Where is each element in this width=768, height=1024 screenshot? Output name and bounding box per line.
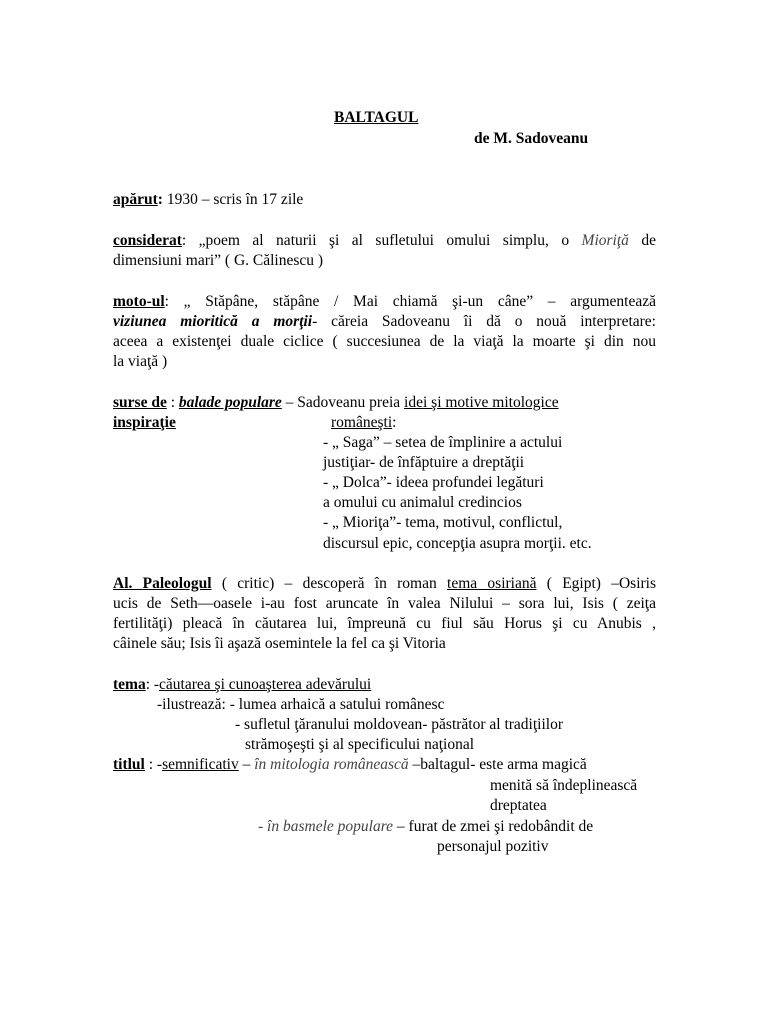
considerat-label: considerat [113, 232, 182, 249]
basme-italic: - în basmele populare [258, 818, 394, 835]
tema-osiriana: tema osiriană [447, 575, 537, 592]
ilustreaza-line: -ilustrează: - lumea arhaică a satului românesc [157, 696, 445, 713]
paleologu-label: Al. Paleologul [113, 575, 212, 592]
tema-text: căutarea şi cunoaşterea adevărului [159, 676, 372, 693]
surse-item: - „ Dolca”- ideea profundei legături [323, 474, 544, 491]
moto-emphasis: viziunea mioritică a morţii [113, 313, 313, 330]
miorita-italic: Mioriţă [581, 232, 629, 249]
aparut-text: 1930 – scris în 17 zile [162, 191, 304, 208]
inspiratie-label: inspiraţie [113, 414, 176, 431]
document-title: BALTAGUL [334, 109, 419, 126]
tema-label: tema [113, 676, 146, 693]
mitologie-italic: în mitologia românească [254, 756, 409, 773]
tema-line: tema: -căutarea şi cunoaşterea adevărului [113, 676, 372, 693]
titlul-line: titlul : -semnificativ – în mitologia românească –baltagul- este arma magică [113, 756, 587, 773]
surse-line1: surse de : balade populare – Sadoveanu preia idei şi motive mitologice [113, 394, 559, 411]
idei-motive: idei şi motive mitologice [404, 394, 559, 411]
considerat-paragraph: considerat: „poem al naturii şi al sufletului omului simplu, o Mioriţă de dimensiuni mari” ( G. Călinescu ) [113, 232, 656, 269]
moto-paragraph: moto-ul: „ Stăpâne, stăpâne / Mai chiamă şi-un câne” – argumentează viziunea mioritică a morţii- căreia Sadoveanu îi dă o nouă interpretare: aceea a existenţei duale ciclice ( succesiunea de la viaţă la moarte şi din nou la viaţă ) [113, 293, 656, 370]
balade-populare: balade populare [178, 394, 282, 411]
tema-line4: strămoşeşti şi al specificului naţional [245, 736, 475, 753]
surse-item: - „ Mioriţa”- tema, motivul, conflictul, [323, 514, 563, 531]
moto-label: moto-ul [113, 293, 165, 310]
document-author: de M. Sadoveanu [474, 130, 589, 147]
tema-line3: - sufletul ţăranului moldovean- păstrător al tradiţiilor [235, 716, 563, 733]
titlul-label: titlul [113, 756, 145, 773]
paleologu-paragraph: Al. Paleologul ( critic) – descoperă în roman tema osiriană ( Egipt) –Osiris ucis de Seth—oasele i-au fost aruncate în valea Nilului – sora lui, Isis ( zeiţa fertilităţi) pleacă în căutarea lui, împreună cu fiul său Horus şi cu Anubis , câinele său; Isis îi aşază osemintele la fel ca şi Vitoria [113, 575, 656, 652]
surse-item: discursul epic, concepţia asupra morţii. etc. [323, 535, 592, 552]
romanesti-line: româneşti: [331, 414, 397, 431]
surse-item: a omului cu animalul credincios [323, 494, 522, 511]
aparut-label: apărut [113, 191, 158, 208]
surse-item: justiţiar- de înfăptuire a dreptăţii [323, 454, 525, 471]
titlul-line3: dreptatea [490, 797, 547, 814]
titlul-line2: menită să îndeplinească [490, 777, 638, 794]
aparut-line: apărut: 1930 – scris în 17 zile [113, 191, 304, 208]
semnificativ: semnificativ [162, 756, 239, 773]
surse-label: surse de [113, 394, 167, 411]
surse-item: - „ Saga” – setea de împlinire a actului [323, 434, 563, 451]
titlul-line5: personajul pozitiv [437, 838, 549, 855]
titlul-line4: - în basmele populare – furat de zmei şi redobândit de [258, 818, 594, 835]
